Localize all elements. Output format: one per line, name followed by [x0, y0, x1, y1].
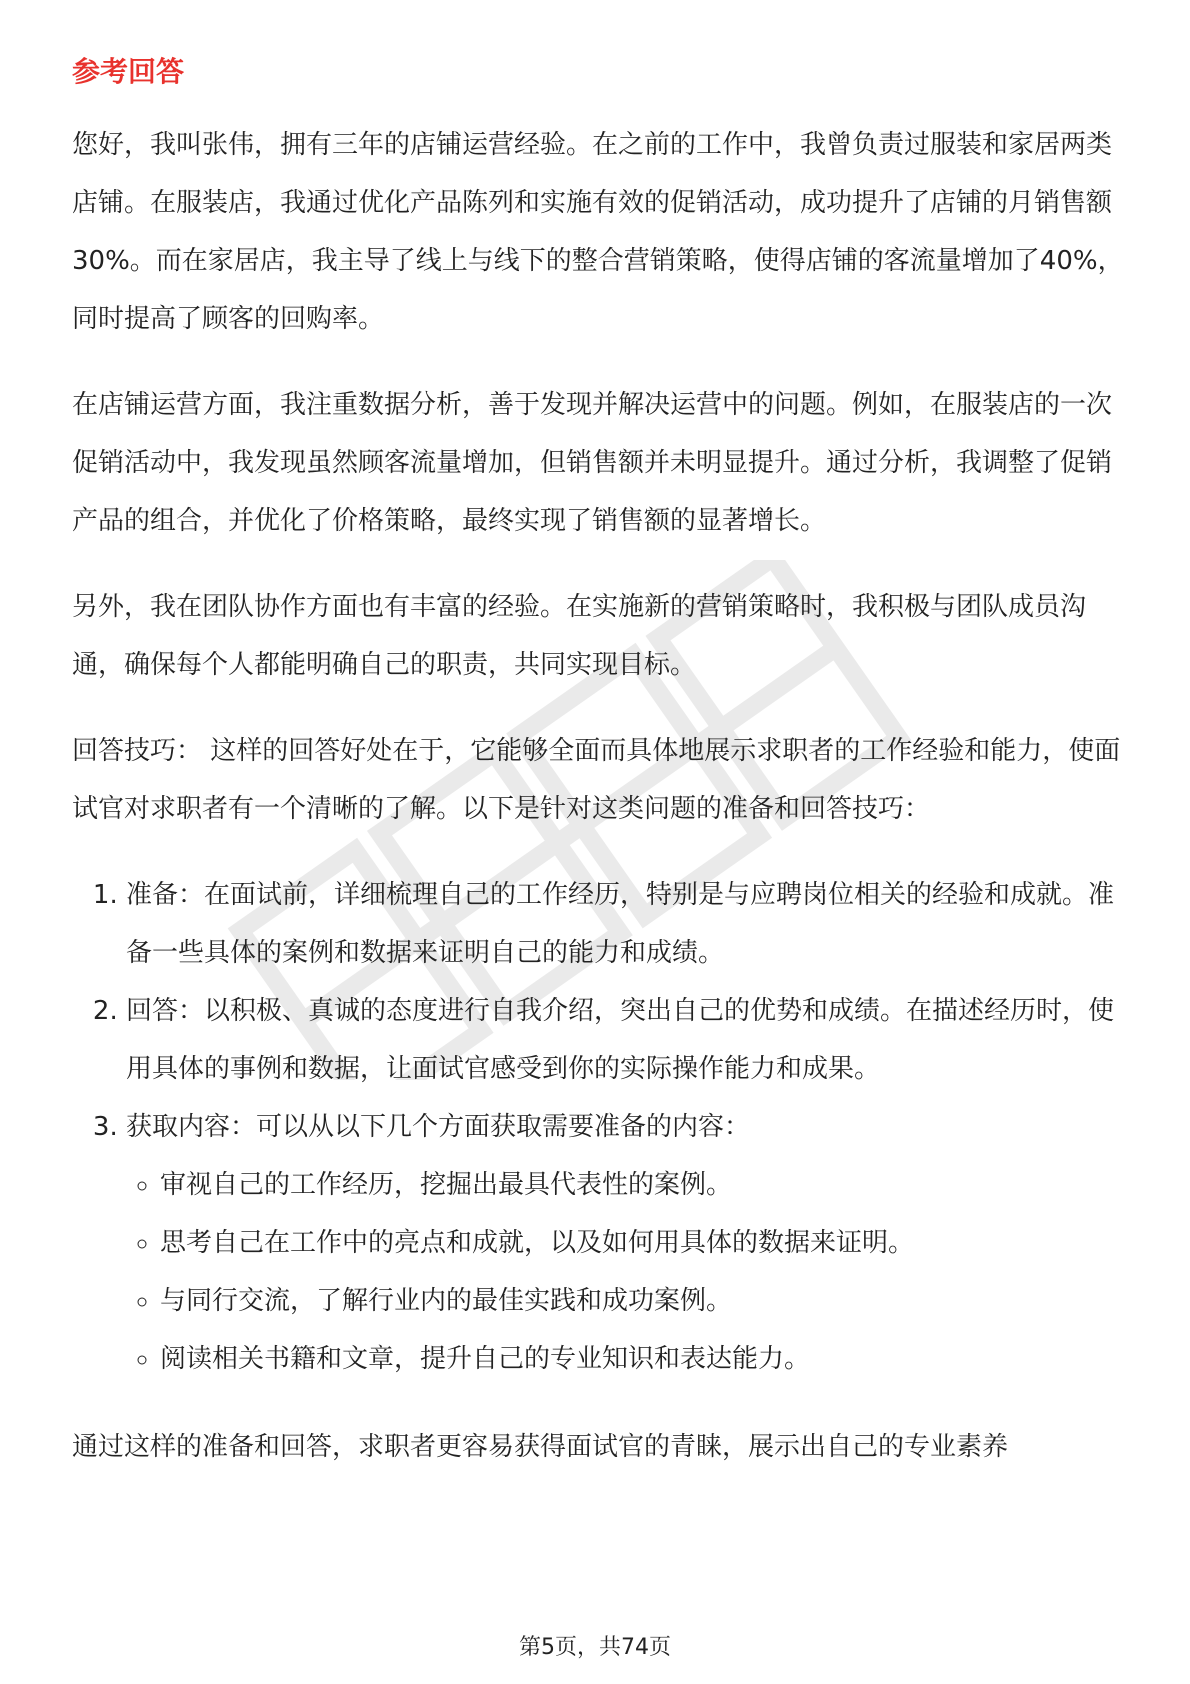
tip-text: 准备：在面试前，详细梳理自己的工作经历，特别是与应聘岗位相关的经验和成就。准备一些具体的案例和数据来证明自己的能力和成绩。 — [126, 880, 1115, 968]
source-item: ◦ 审视自己的工作经历，挖掘出最具代表性的案例。 — [160, 1156, 1132, 1214]
analysis-paragraph: 在店铺运营方面，我注重数据分析，善于发现并解决运营中的问题。例如，在服装店的一次促销活动中，我发现虽然顾客流量增加，但销售额并未明显提升。通过分析，我调整了促销产品的组合，并优化了价格策略，最终实现了销售额的显著增长。 — [72, 390, 1113, 536]
tip-text: 获取内容：可以从以下几个方面获取需要准备的内容： — [126, 1112, 751, 1142]
source-item: ◦ 思考自己在工作中的亮点和成就，以及如何用具体的数据来证明。 — [160, 1214, 1132, 1272]
tip-item-answer — [126, 982, 1132, 1098]
tips-list — [72, 866, 1132, 1388]
tip-item-sources — [126, 1098, 1132, 1388]
teamwork-paragraph: 另外，我在团队协作方面也有丰富的经验。在实施新的营销策略时，我积极与团队成员沟通，确保每个人都能明确自己的职责，共同实现目标。 — [72, 592, 1087, 680]
tip-text: 回答：以积极、真诚的态度进行自我介绍，突出自己的优势和成绩。在描述经历时，使用具体的事例和数据，让面试官感受到你的实际操作能力和成果。 — [126, 996, 1115, 1084]
source-item: ◦ 与同行交流，了解行业内的最佳实践和成功案例。 — [160, 1272, 1132, 1330]
tips-intro-paragraph: 回答技巧： 这样的回答好处在于，它能够全面而具体地展示求职者的工作经验和能力，使面试官对求职者有一个清晰的了解。以下是针对这类问题的准备和回答技巧： — [72, 736, 1121, 824]
section-heading: 参考回答 — [72, 55, 185, 88]
page-number: 第5页，共74页 — [519, 1635, 671, 1660]
answer-body — [72, 116, 1132, 1504]
source-item: ◦ 阅读相关书籍和文章，提升自己的专业知识和表达能力。 — [160, 1330, 1132, 1388]
closing-paragraph: 通过这样的准备和回答，求职者更容易获得面试官的青睐，展示出自己的专业素养 — [72, 1432, 1009, 1462]
sources-list — [126, 1156, 1132, 1388]
intro-paragraph: 您好，我叫张伟，拥有三年的店铺运营经验。在之前的工作中，我曾负责过服装和家居两类店铺。在服装店，我通过优化产品陈列和实施有效的促销活动，成功提升了店铺的月销售额30%。而在家居店，我主导了线上与线下的整合营销策略，使得店铺的客流量增加了40%，同时提高了顾客的回购率。 — [72, 130, 1124, 334]
tip-item-prepare — [126, 866, 1132, 982]
